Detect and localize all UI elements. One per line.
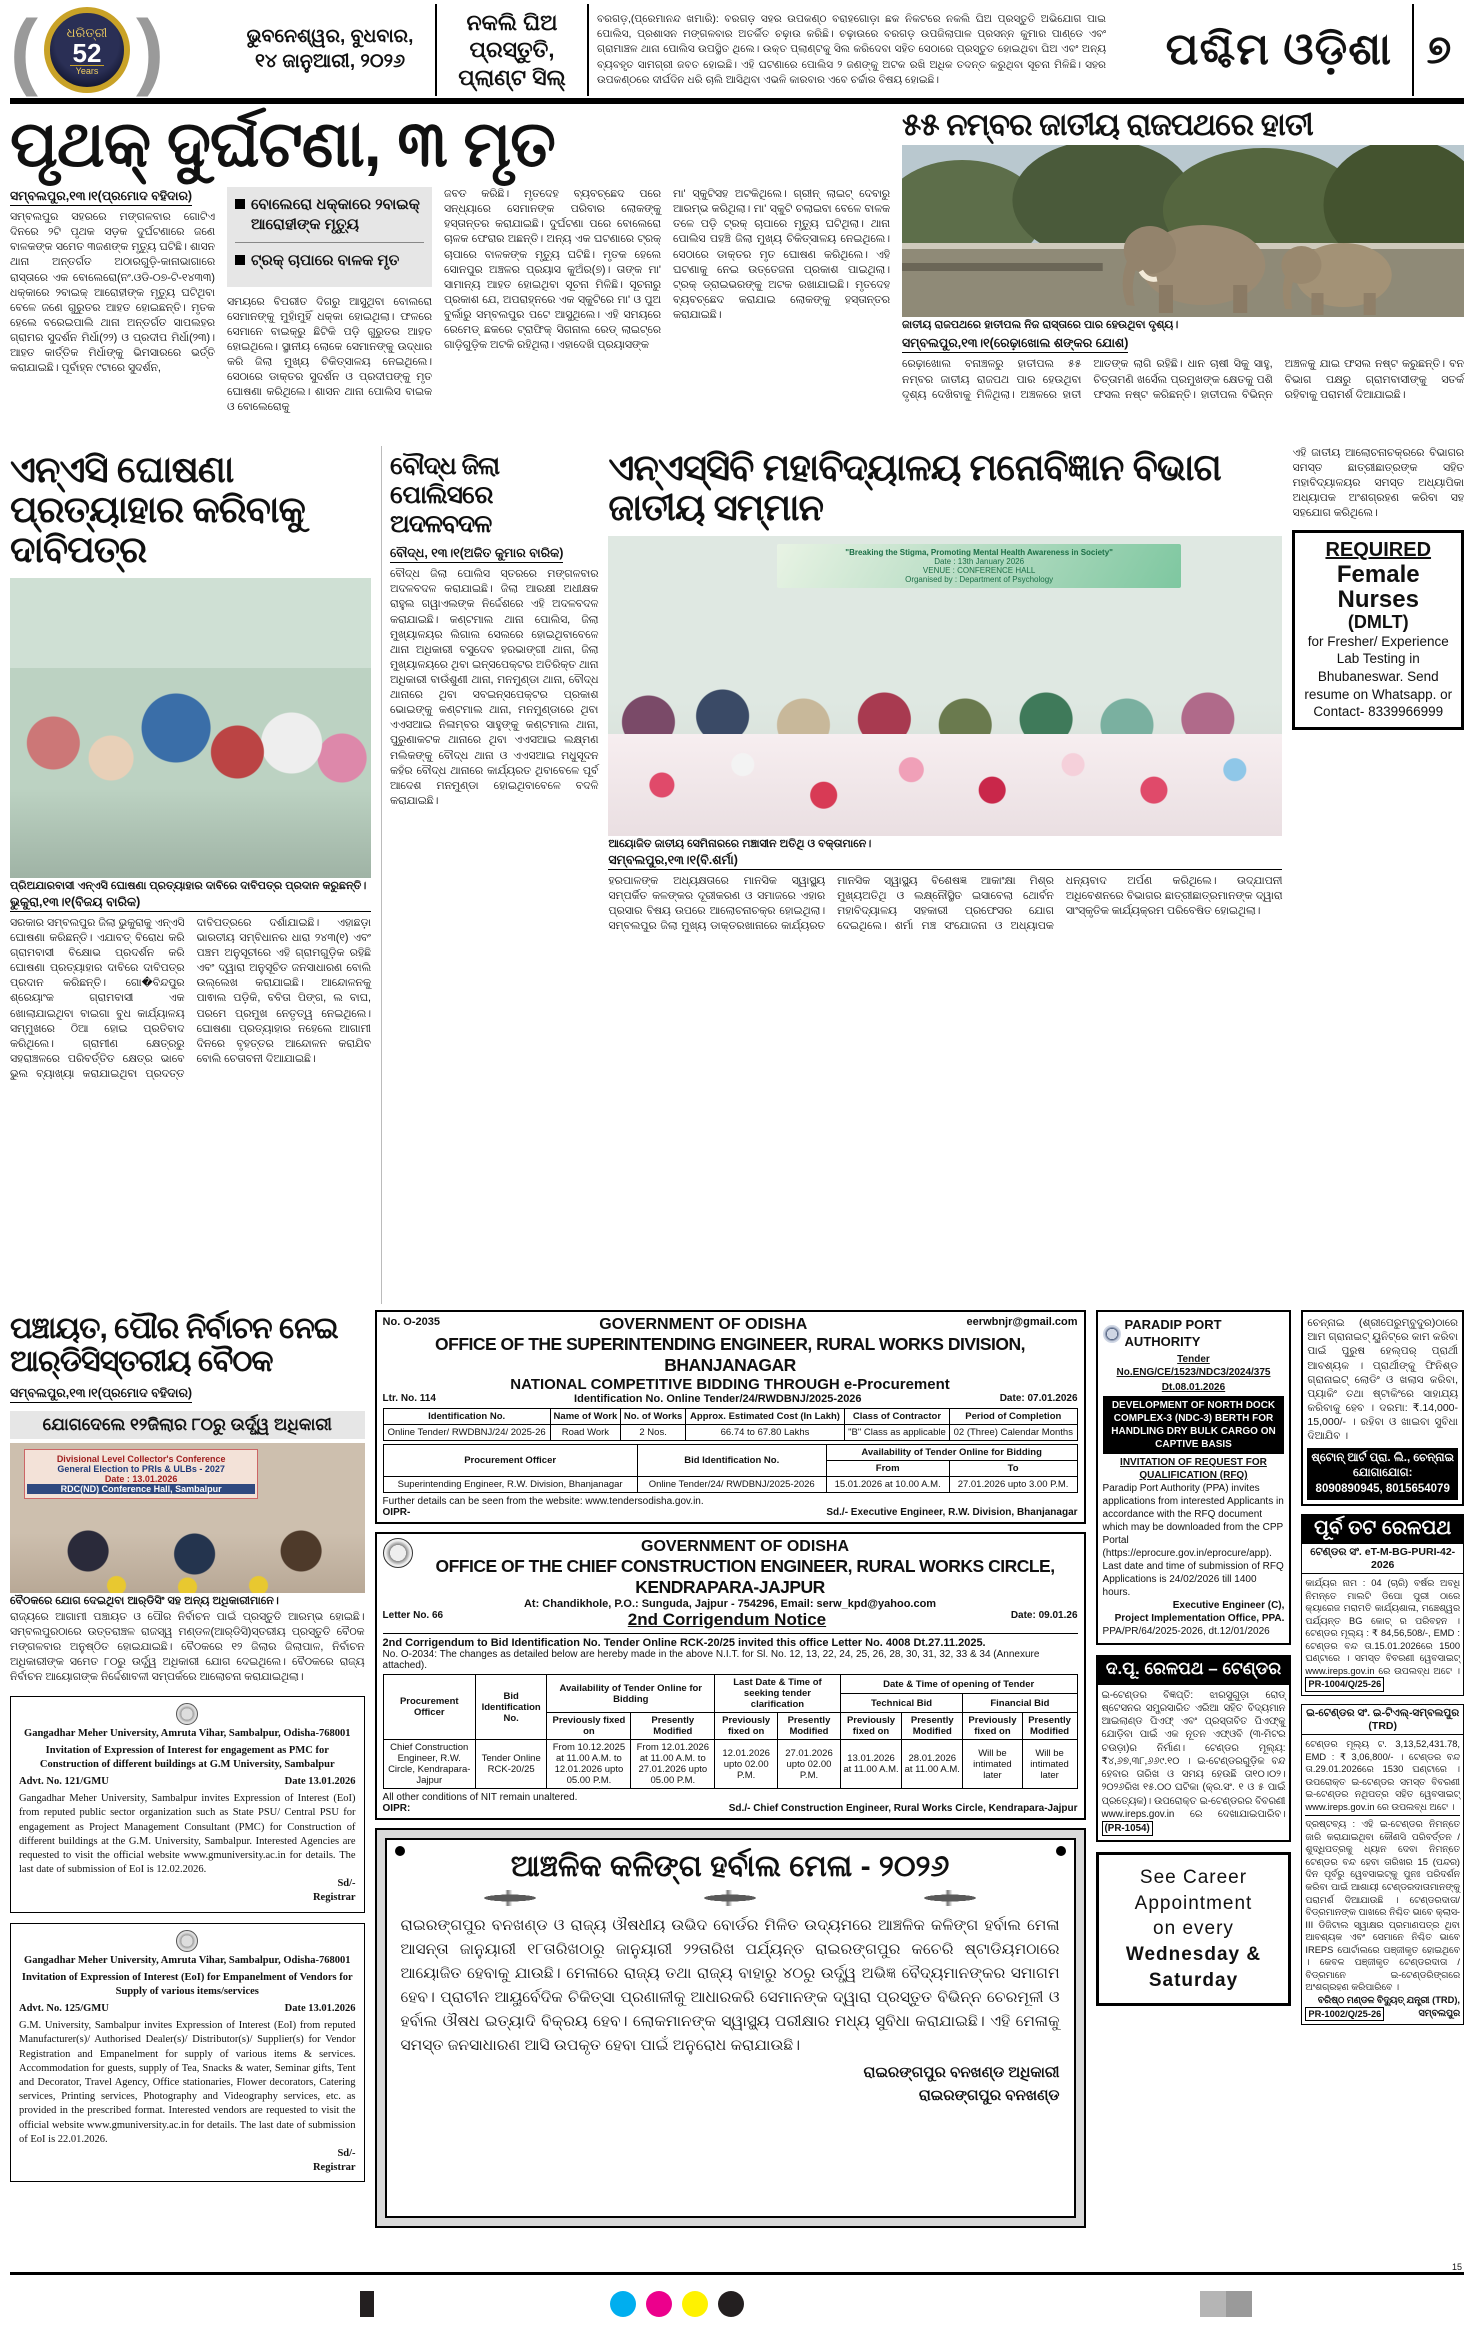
ad-ser-tender (1096, 1655, 1292, 1842)
corr-th: Procurement Officer (383, 1675, 475, 1740)
bhj-td: 02 (Three) Calendar Months (950, 1425, 1078, 1441)
corr-conditions-note: All other conditions of NIT remain unaltered. (382, 1792, 578, 1803)
divider (435, 4, 437, 96)
career-line2: Appointment (1134, 1892, 1253, 1914)
corr-th: Previously fixed on (547, 1713, 631, 1740)
boudh-headline: ବୌଦ୍ଧ ଜିଲା ପୋଲିସରେ ଅଦଳବଦଳ (389, 452, 500, 538)
gray-registration-square (1200, 2291, 1226, 2317)
article-nac (10, 446, 371, 1304)
bhj-th: From (826, 1461, 949, 1477)
brief-text: ବରଗଡ଼,(ପ୍ରେମାନନ୍ଦ ଖମାରି): ବରଗଡ଼ ସହର ଉପକଣ୍ଠ ବରାହଗୋଡ଼ା ଛକ ନିକଟରେ ନକଲି ଘିଅ ପ୍ରସ୍ତୁତି ଅଭିଯୋଗ ପାଇ ପୋଲିସ, ପ୍ରଶାସନ ମଙ୍ଗଳବାର ଅତର୍କିତ ଚଢ଼ାଉ କରିଛି। ଚଢ଼ାଉରେ ବରଗଡ଼ ଉପଜିଲାପାଳ ପ୍ରସନ୍ନ କୁମାର ପାଣ୍ଡେ ଏବଂ ଗ୍ରାମାଞ୍ଚଳ ଥାନା ପୋଲିସ ଉପସ୍ଥିତ ଥିଲେ। ଉକ୍ତ ପ୍ଲାଣ୍ଟକୁ ସିଲ କରିଦେବା ସହିତ ସେଠାରେ ପ୍ରସ୍ତୁତ ହୋଇଥିବା ଘିଅ ଏବଂ ଅନ୍ୟ ବ୍ୟବହୃତ ସାମଗ୍ରୀ ଜବତ ହୋଇଛି। ଏହି ଘଟଣାରେ ପୋଲିସ ୨ ଜଣଙ୍କୁ ଅଟକ ରଖି ଅଧିକ ତଦନ୍ତ କରୁଥିବା ସୂଚନା ମିଳିଛି। ସହର ଉପକଣ୍ଠରେ ଦୀର୍ଘଦିନ ଧରି ଚାଲି ଆସିଥିବା ଏଭଳି କାରବାର ଏବେ ଚର୍ଚ୍ଚାର ବିଷୟ ହୋଇଛି। (587, 4, 1114, 96)
conference-banner-date: Date : 13.01.2026 (104, 1474, 178, 1484)
elephant-body: ରେଢ଼ାଖୋଲ ବନାଞ୍ଚଳରୁ ହାତୀପଲ ୫୫ ନମ୍ବର ଜାତୀୟ ରାଜପଥ ପାର ହେଉଥିବା ଦୃଶ୍ୟ ଦେଖିବାକୁ ମିଳିଥିଲା। ଅଞ୍ଚଳରେ ହାତୀ ଆତଙ୍କ ଲାଗି ରହିଛି। ଧାନ ଚାଷୀ ସିକୁ ସାହୁ, ଚିତ୍ତାମଣି ଖର୍ସେଲ ପ୍ରମୁଖଙ୍କ କ୍ଷେତକୁ ପଶି ଫସଲ ନଷ୍ଟ କରିଛନ୍ତି। ହାତୀପଲ ବିଭିନ୍ନ ଅଞ୍ଚଳକୁ ଯାଇ ଫସଲ ନଷ୍ଟ କରୁଛନ୍ତି। ବନ ବିଭାଗ ପକ୍ଷରୁ ଗ୍ରାମବାସୀଙ୍କୁ ସତର୍କ ରହିବାକୁ ପରାମର୍ଶ ଦିଆଯାଇଛି। (902, 358, 1464, 401)
corr-th: Technical Bid (840, 1694, 963, 1713)
panchayat-subhead: ଯୋଗଦେଲେ ୧୨ଜିଲାର ୮୦ରୁ ଉର୍ଦ୍ଧ୍ୱ ଅଧିକାରୀ (10, 1411, 365, 1439)
notice-corrigendum (375, 1532, 1086, 1820)
nac-headline: ଏନ୍‌ଏସି ଘୋଷଣା ପ୍ରତ୍ୟାହାର କରିବାକୁ ଦାବିପତ୍ର (10, 449, 305, 570)
nac-caption: ପ୍ରିଅଯାରବାସୀ ଏନ୍‌ଏସି ଘୋଷଣା ପ୍ରତ୍ୟାହାର ଦାବିରେ ଦାବିପତ୍ର ପ୍ରଦାନ କରୁଛନ୍ତି। (10, 879, 367, 892)
ser-body: ଇ-ଟେଣ୍ଡର ବିଜ୍ଞପ୍ତି: ଝାରସୁଗୁଡ଼ା ରୋଡ୍ ଷ୍ଟେସନର ସମ୍ପ୍ରସାରିତ ଏରିଆ ସହିତ ବିଦ୍ୟମାନ ଆଇଲାଣ୍ଡ ପିଏଫ୍ ଏବଂ ପ୍ରସ୍ତାବିତ ପିଏଫ୍‌କୁ ଯୋଡ଼ିବା ପାଇଁ ଏକ ନୂତନ ଏଫ୍‌ଓବି (୩-ମିଟର ଚଉଡ଼ା)ର ନିର୍ମାଣ। ଟେଣ୍ଡର ମୂଲ୍ୟ: ₹୪,୬୭,୩୮,୬୬୯.୧୦ । ଇ-ଟେଣ୍ଡରଗୁଡ଼ିକ ବନ୍ଦ ହେବାର ତାରିଖ ଓ ସମୟ ହେଉଛି ତା୧୦।୦୨।୨୦୨୬ରିଖ ୧୫.୦୦ ଘଟିକା (କ୍ର.ସଂ. ୧ ଓ ୫ ପାଇଁ ପ୍ରତ୍ୟେକ)। ଉପରୋକ୍ତ ଇ-ଟେଣ୍ଡରର ବିବରଣୀ www.ireps.gov.in ରେ ଦେଖାଯାଇପାରିବ। (1101, 1689, 1286, 1820)
article-boudh (381, 446, 598, 1304)
ssb-caption: ଆୟୋଜିତ ଜାତୀୟ ସେମିନାରରେ ମଞ୍ଚାସୀନ ଅତିଥି ଓ ବକ୍ତାମାନେ। (608, 837, 872, 850)
gmu1-body: Gangadhar Meher University, Sambalpur invites Expression of Interest (EoI) from reputed public sector organization such as State PSU/ Central PSU for engagement as Project Management Consultant (PMC) for Construction of different buildings at the G.M. University, Sambalpur. Interested Agencies are requested to visit the official website www.gmuniversity.ac.in for details. The last date of submission of EoI is 12.02.2026. (19, 1793, 356, 1876)
corr-th: Presently Modified (631, 1713, 715, 1740)
nurses-ad-body: for Fresher/ Experience Lab Testing in Bhubaneswar. Send resume on Whatsapp. or Contact- 8339966999 (1304, 633, 1453, 720)
corr-th: Previously fixed on (840, 1713, 901, 1740)
bhj-schedule-table (383, 1444, 1078, 1493)
logo-ornament-right: ) (135, 3, 164, 97)
gmu1-advt-no: Advt. No. 121/GMU (19, 1776, 109, 1788)
ppa-tender-no: Tender No.ENG/CE/1523/NDC3/2024/375 (1116, 1353, 1271, 1378)
bhj-website-note: Further details can be seen from the website: www.tendersodisha.gov.in. (382, 1496, 704, 1507)
lead-headline: ପୃଥକ୍ ଦୁର୍ଘଟଣା, ୩ ମୃତ (10, 108, 555, 180)
gmu-emblem-icon (176, 1930, 198, 1952)
article-panchayat (10, 1310, 365, 2228)
bhj-td: Online Tender/24/ RWDBNJ/2025-2026 (637, 1477, 826, 1493)
corr-td: 12.01.2026 upto 02.00 P.M. (715, 1740, 778, 1789)
ad-herbal-mela (375, 1828, 1086, 2228)
conference-banner-title: Divisional Level Collector's Conference (56, 1454, 226, 1464)
nurses-ad-role: Female Nurses (1336, 560, 1420, 613)
leaf-ornament (401, 1890, 1060, 1906)
logo-title: ଧରିତ୍ରୀ (66, 24, 108, 40)
herbal-mela-signatory2: ରାଇରଙ୍ଗପୁର ବନଖଣ୍ଡ (918, 2087, 1060, 2105)
ad-chennai-helper (1301, 1310, 1464, 1506)
ppa-signatory2: Project Implementation Office, PPA. (1114, 1612, 1285, 1624)
nurses-ad-title: REQUIRED (1325, 538, 1432, 561)
corr-signatory: Sd./- Chief Construction Engineer, Rural Works Circle, Kendrapara-Jajpur (728, 1803, 1078, 1814)
logo-ornament-left: ( (10, 3, 38, 97)
gray-registration-square (1226, 2291, 1252, 2317)
ppa-name: PARADIP PORT AUTHORITY (1124, 1317, 1222, 1349)
bhj-td: 2 Nos. (621, 1425, 686, 1441)
corr-td: 28.01.2026 at 11.00 A.M. (902, 1740, 963, 1789)
bhj-td: Online Tender/ RWDBNJ/24/ 2025-26 (383, 1425, 550, 1441)
corr-line2: No. O-2034: The changes as detailed below are hereby made in the above N.I.T. for Sl. No. 12, 13, 22, 24, 25, 26, 28, 30, 31, 32, 33 & 34 (Annexure attached). (382, 1649, 1040, 1671)
ecor1-tender-no: ଟେଣ୍ଡର ସଂ. eT-M-BG-PURI-42-2026 (1301, 1543, 1464, 1574)
corr-table (383, 1674, 1078, 1789)
bhj-td: 27.01.2026 upto 3.00 P.M. (949, 1477, 1077, 1493)
herbal-mela-title: ଆଞ୍ଚଳିକ କଳିଙ୍ଗ ହର୍ବାଲ ମେଳା - ୨୦୨୬ (510, 1850, 950, 1883)
corr-th: Financial Bid (963, 1694, 1077, 1713)
lead-dateline: ସମ୍ବଲପୁର,୧୩।୧(ପ୍ରମୋଦ ବହିଦାର) (10, 189, 192, 206)
career-line4: Wednesday & Saturday (1125, 1944, 1262, 1991)
bhj-td: "B" Class as applicable (844, 1425, 949, 1441)
bhj-td: 15.01.2026 at 10.00 A.M. (826, 1477, 949, 1493)
nac-body: ସରକାର ସମ୍ବଲପୁର ଜିଲା ଭୁକୁରାକୁ ଏନ୍‌ଏସି ଘୋଷଣା କରିଛନ୍ତି। ଏଯାବତ୍ ବିରୋଧ କରି ଗ୍ରାମବାସୀ ବିକ୍ଷୋଭ ପ୍ରଦର୍ଶନ କରି ଘୋଷଣା ପ୍ରତ୍ୟାହାର ଦାବିରେ ଦାବିପତ୍ର ପ୍ରଦାନ କରିଛନ୍ତି। ଗୋ�ବିନ୍ଦପୁର ଶ୍ରେୟାଂକ ଗ୍ରାମବାସୀ ଏକ ଖୋଲାଯାଇଥିବା ବାଇଗା ବୁଧ କାର୍ଯ୍ୟାଳୟ ସମ୍ମୁଖରେ ଠିଆ ହୋଇ ପ୍ରତିବାଦ କରିଥିଲେ। ଗ୍ରାମୀଣ କ୍ଷେତ୍ରରୁ ସହରାଞ୍ଚଳରେ ପରିବର୍ତ୍ତିତ କ୍ଷେତ୍ର ଭାବେ ଭୁଲ ବ୍ୟାଖ୍ୟା କରାଯାଇଥିବା ପ୍ରଦତ୍ତ ଦାବିପତ୍ରରେ ଦର୍ଶାଯାଇଛି। ଏହାଛଡ଼ା ଭାରତୀୟ ସମ୍ବିଧାନର ଧାରା ୨୪୩(୧) ଏବଂ ପଞ୍ଚମ ଅନୁସୂଚୀରେ ଏହି ଗ୍ରାମଗୁଡ଼ିକ ରହିଛି ଏବଂ ଦ୍ୱାରା ଅନୁସୂଚିତ ଜନସାଧାରଣ ବୋଲି ଉଲ୍ଲେଖ କରାଯାଇଛି। ଆନ୍ଦୋଳନକୁ ପାଵାଲ ପଡ଼ିକି, ବବିତା ପିଙ୍ଗ, ଲ ବାଘ, ପରମେ ପ୍ରମୁଖ ନେତୃତ୍ୱ ନେଇଥିଲେ। ଘୋଷଣା ପ୍ରତ୍ୟାହାର ନହେଲେ ଆଗାମୀ ଦିନରେ ବୃହତ୍ତର ଆନ୍ଦୋଳନ କରାଯିବ ବୋଲି ଚେତାବନୀ ଦିଆଯାଇଛି। (10, 916, 371, 1080)
bhj-td: Road Work (550, 1425, 620, 1441)
magenta-registration-dot (646, 2291, 672, 2317)
gmu1-invitation: Invitation of Expression of Interest for engagement as PMC for Construction of different buildings at G.M University, Sambalpur (39, 1744, 335, 1770)
bullet-square-icon (235, 199, 245, 209)
ppa-crest-icon (1103, 1325, 1121, 1343)
corr-td: Chief Construction Engineer, R.W. Circle, Kendrapara-Jajpur (383, 1740, 475, 1789)
career-appointment-box (1096, 1852, 1292, 2006)
elephant-caption: ଜାତୀୟ ରାଜପଥରେ ହାତୀପଲ ନିଜ ରାସ୍ତାରେ ପାର ହେଉଥିବା ଦୃଶ୍ୟ। (902, 319, 1179, 332)
conference-banner-venue: RDC(ND) Conference Hall, Sambalpur (27, 1484, 255, 1494)
ppa-signatory1: Executive Engineer (C), (1172, 1599, 1285, 1611)
lead-body-col1: ସମ୍ବଲପୁର ସହରରେ ମଙ୍ଗଳବାର ଗୋଟିଏ ଦିନରେ ୨ଟି ପୃଥକ ସଡ଼କ ଦୁର୍ଘଟଣାରେ ଜଣେ ବାଳକଙ୍କ ସମେତ ୩ଜଣଙ୍କ ମୃତ୍ୟୁ ଘଟିଛି। ଶାସନ ଥାନା ଅନ୍ତର୍ଗତ ଅଠାରଗୁଡ଼ି-କାନାଭାଗାରେ ରାସ୍ତାରେ ଏକ ବୋଲେରୋ(ନଂ.ଓଡି-୦୭-ଟି-୧୪୩୩) ଧକ୍କାରେ ୨ବାଇକ୍ ଆରୋହୀଙ୍କ ମୃତ୍ୟୁ ଘଟିଥିବା ବେଳେ ଜଣେ ଗୁରୁତର ଆହତ ହୋଇଛନ୍ତି। ମୃତକ ହେଲେ ବରେଇପାଲି ଥାନା ଅନ୍ତର୍ଗତ ସାପଲହର ଗ୍ରାମର ସୁଦର୍ଶନ ମିର୍ଧା(୨୨) ଓ ପ୍ରଦୀପ ମିର୍ଧା(୨୩)। ଆହତ କାର୍ତ୍ତିକ ମିର୍ଧାଙ୍କୁ ଭିମସାରରେ ଭର୍ତ୍ତି କରାଯାଇଛି। ପୂର୍ବାହ୍ନ ୯ଟାରେ ସୁଦର୍ଶନ, (10, 211, 215, 375)
corr-th: Previously fixed on (715, 1713, 778, 1740)
corr-td: From 10.12.2025 at 11.00 A.M. to 12.01.2026 upto 05.00 P.M. (547, 1740, 631, 1789)
notice-gmu-vendors (10, 1923, 365, 2183)
yellow-registration-dot (682, 2291, 708, 2317)
lead-body-col3: ଜବତ କରିଛି। ମୃତଦେହ ବ୍ୟବଚ୍ଛେଦ ପରେ ସନ୍ଧ୍ୟାରେ ସେମାନଙ୍କ ପରିବାର ଲୋକଙ୍କୁ ହସ୍ତାନ୍ତର କରାଯାଇଛି। ଦୁର୍ଘଟଣା ପରେ ବୋଲେରୋ ଚାଳକ ଫେରାର ଅଛନ୍ତି। ଅନ୍ୟ ଏକ ଘଟଣାରେ ଟ୍ରକ୍ ଚାପାରେ ବାଳକଙ୍କ ମୃତ୍ୟୁ ଘଟିଛି। ମୃତକ ହେଲେ ସୋନପୁର ଅଞ୍ଚଳର ପ୍ରୟାସ କୁଅଁର(୭)। ତାଙ୍କ ମା' ସାମାନ୍ୟ ଆହତ ହୋଇଥିବା ସୂଚନା ମିଳିଛି। ସୂଚନାରୁ ପ୍ରକାଶ ଯେ, ଅପରାହ୍ନରେ ଏକ ସ୍କୁଟିରେ ମା' ଓ ପୁଅ ବୁର୍ଲାରୁ ସମ୍ବଲପୁର ପଟେ ଆସୁଥିଲେ। ଏହି ସମୟରେ ରେମେଡ୍ ଛକରେ ଟ୍ରାଫିକ୍ ସିଗନାଲ ରେଡ୍ ଲାଇଟ୍‌ରେ ଗାଡ଼ିଗୁଡ଼ିକ ଅଟକି ରହିଥିଲା। ଏହାଦେଖି ପ୍ରୟାସଙ୍କ (444, 188, 661, 352)
ad-ecor-tender1 (1301, 1514, 1464, 1696)
ppa-tender-date: Dt.08.01.2026 (1161, 1381, 1226, 1393)
photo-ssb-seminar (608, 536, 1282, 836)
bhj-th: No. of Works (621, 1409, 686, 1425)
right-rail (1292, 446, 1464, 1304)
corr-td: 13.01.2026 at 11.00 A.M. (840, 1740, 901, 1789)
corr-th: Date & Time of opening of Tender (840, 1675, 1077, 1694)
boudh-dateline: ବୌଦ୍ଧ, ୧୩।୧(ଅଜିତ କୁମାର ବାରିକ) (390, 546, 563, 563)
gmu2-sd: Sd/- (337, 2147, 356, 2159)
boudh-body: ବୌଦ୍ଧ ଜିଲା ପୋଲିସ ସ୍ତରରେ ମଙ୍ଗଳବାର ଅଦଳବଦଳ କରାଯାଇଛି। ଜିଲା ଆରକ୍ଷୀ ଅଧୀକ୍ଷକ ରାହୁଲ ଗୱାଏଲଙ୍କ ନିର୍ଦ୍ଦେଶରେ ଏହି ଅଦଳବଦଳ କରାଯାଇଛି। କଣ୍ଟମାଲ ଥାନା ପୋଲିସ, ଜିଲା ମୁଖ୍ୟାଳୟର ଲିଗାଲ ସେଲରେ ହୋଇଥିବାବେଳେ ଥାନା ଅଧିକାରୀ ବସୁଦେବ ହରଭାଙ୍ଗୀ ଥାନା, ଜିଲା ମୁଖ୍ୟାଳୟରେ ଥିବା ଇନ୍ସପେକ୍ଟର ଅତିରିକ୍ତ ଥାନା ଅଧିକାରୀ ବାଉଁଶୁଣୀ ଥାନା, ମନମୁଣ୍ଡା ଥାନା, ବୌଦ୍ଧ ଥାନାରେ ଥିବା ସବଇନ୍ସପେକ୍ଟର ପ୍ରକାଶ ଭୋଇଙ୍କୁ କଣ୍ଟମାଲ ଥାନା, ମନମୁଣ୍ଡାରେ ଥିବା ଏଏସଆଇ ନିଳାମ୍ବର ସାହୁଙ୍କୁ କଣ୍ଟମାଲ ଥାନା, ପୁରୁଣାକଟକ ଥାନାରେ ଥିବା ଏଏସଆଇ ଲକ୍ଷ୍ମଣ ମଲିକଙ୍କୁ ବୌଦ୍ଧ ଥାନା ଓ ଏଏସଆଇ ମଧୁସୂଦନ କହଁର ବୌଦ୍ଧ ଥାନାରେ କାର୍ଯ୍ୟରତ ଥିବାବେଳେ ପୂର୍ବ ଆଦେଶ ମନମୁଣ୍ଡା ହୋଇଥିବାବେଳେ ବଦଳି କରାଯାଇଛି। (389, 568, 599, 807)
notice-gmu-pmc (10, 1696, 365, 1913)
corr-oipr: OIPR: (382, 1803, 411, 1814)
gmu1-university: Gangadhar Meher University, Amruta Vihar, Sambalpur, Odisha-768001 (24, 1727, 351, 1739)
bhj-office: OFFICE OF THE SUPERINTENDING ENGINEER, RURAL WORKS DIVISION, BHANJANAGAR (435, 1334, 1026, 1375)
article-elephants (902, 108, 1464, 440)
career-line1: See Career (1139, 1867, 1248, 1889)
ssb-dateline: ସମ୍ବଲପୁର,୧୩।୧(ବି.ଶର୍ମା) (608, 853, 1282, 870)
lead-bullet-2: ଟ୍ରକ୍ ଚାପାରେ ବାଳକ ମୃତ (251, 252, 400, 270)
corr-th: Presently Modified (1022, 1713, 1077, 1740)
bhj-th: Name of Work (550, 1409, 620, 1425)
bhj-th: Bid Identification No. (637, 1445, 826, 1477)
bullet-square-icon (235, 255, 245, 265)
ecor1-body: କାର୍ଯ୍ୟର ନାମ : 04 (ଚାରି) ବର୍ଷର ଅବଧି ନିମନ୍ତେ ମାଲଟି ଡିପୋ ପୁରୀ ଠାରେ କ୍ୟାରେଜ ମରାମତି କାର୍ଯ୍ୟଶାଳା, ମଞ୍ଚେଶ୍ୱର ପର୍ଯ୍ୟନ୍ତ BG କୋଚ୍ ର ପରିବହନ । ଟେଣ୍ଡର ମୂଲ୍ୟ : ₹ 84,56,508/-, EMD : ଟେଣ୍ଡର ବନ୍ଦ ତା.15.01.2026ରେ 1500 ଘଣ୍ଟାରେ । ସମସ୍ତ ବିବରଣୀ ୱେବସାଇଟ୍ www.ireps.gov.in ରେ ଉପଲବ୍ଧ ଅଟେ । (1305, 1578, 1460, 1676)
photo-elephants-highway (902, 145, 1464, 317)
bhj-identification: Identification No. Online Tender/24/RWDBNJ/2025-2026 (574, 1393, 862, 1405)
chennai-ad-phones: 8090890945, 8015654079 (1315, 1482, 1450, 1495)
bhj-title: NATIONAL COMPETITIVE BIDDING THROUGH e-Procurement (510, 1376, 950, 1393)
ad-ecor-tender2 (1301, 1704, 1464, 2025)
gmu2-advt-no: Advt. No. 125/GMU (19, 2003, 109, 2015)
ser-pr-number: (PR-1054) (1102, 1821, 1153, 1836)
herbal-mela-body: ରାଇରଙ୍ଗପୁର ବନଖଣ୍ଡ ଓ ରାଜ୍ୟ ଔଷଧୀୟ ଉଭିଦ ବୋର୍ଡର ମିଳିତ ଉଦ୍ୟମରେ ଆଞ୍ଚଳିକ କଳିଙ୍ଗ ହର୍ବାଲ ମେଳା ଆସନ୍ତା ଜାନୁୟାରୀ ୧୮ତାରିଖଠାରୁ ଜାନୁୟାରୀ ୨୨ତାରିଖ ପର୍ଯ୍ୟନ୍ତ ରାଇରଙ୍ଗପୁର କଚେରି ଷ୍ଟାଡିୟମଠାରେ ଆୟୋଜିତ ହେବାକୁ ଯାଉଛି। ମେଳାରେ ରାଜ୍ୟ ତଥା ରାଜ୍ୟ ବାହାରୁ ୪୦ରୁ ଉର୍ଦ୍ଧ୍ୱ ଅଭିଜ୍ଞ ବୈଦ୍ୟମାନଙ୍କର ସମାଗମ ହେବ। ପ୍ରାଚୀନ ଆୟୁର୍ବେଦିକ ଚିକିତ୍ସା ପ୍ରଣାଳୀକୁ ଆଧାରକରି ସେମାନଙ୍କ ଦ୍ୱାରା ପ୍ରସ୍ତୁତ ବିଭିନ୍ନ ଚେରମୂଳୀ ଓ ହର୍ବାଲ ଔଷଧ ଇତ୍ୟାଦି ବିକ୍ରୟ ହେବ। ଲୋକମାନଙ୍କ ସ୍ୱାସ୍ଥ୍ୟ ପରୀକ୍ଷାର ମଧ୍ୟ ସୁବିଧା କରାଯାଇଛି। ଏହି ମେଳାକୁ ସମସ୍ତ ଜନସାଧାରଣ ଆସି ଉପକୃତ ହେବା ପାଇଁ ଅନୁରୋଧ କରାଯାଉଛି। (400, 1917, 1060, 2055)
seminar-banner-venue: VENUE : CONFERENCE HALL (922, 565, 1036, 575)
conference-banner (24, 1449, 258, 1499)
ssb-body-continued: ଏହି ଜାତୀୟ ଆଲୋଚନାଚକ୍ରରେ ବିଭାଗର ସମସ୍ତ ଛାତ୍ରୀଛାତ୍ରଙ୍କ ସହିତ ମହାବିଦ୍ୟାଳୟର ସମସ୍ତ ଅଧ୍ୟାପିକା ଅଧ୍ୟାପକ ଅଂଶଗ୍ରହଣ କରିବା ସହ ସହଯୋଗ କରିଥିଲେ। (1292, 447, 1464, 520)
bhj-th: Identification No. (383, 1409, 550, 1425)
page-footer (10, 2262, 1464, 2335)
bhj-th: Approx. Estimated Cost (In Lakh) (686, 1409, 845, 1425)
corr-title: 2nd Corrigendum Notice (627, 1610, 827, 1629)
ppa-body: Paradip Port Authority (PPA) invites applications from interested Applicants in accordance with the RFQ document which may be downloaded from the CPP Portal (https://eprocure.gov.in/eprocure/app). Last date and time of submission of RFQ Applications is 24/02/2026 till 1400 hours. (1102, 1482, 1284, 1598)
nac-dateline: ଭୁକୁରା,୧୩।୧(ବିଜୟ ବାରିକ) (10, 895, 371, 912)
seminar-banner (777, 544, 1181, 588)
gmu2-date: Date 13.01.2026 (284, 2003, 356, 2015)
ppa-invitation: INVITATION OF REQUEST FOR QUALIFICATION (RFQ) (1120, 1456, 1267, 1481)
corr-date: Date: 09.01.26 (1010, 1610, 1078, 1621)
ppa-project: DEVELOPMENT OF NORTH DOCK COMPLEX-3 (NDC-3) BERTH FOR HANDLING DRY BULK CARGO ON CAPTIVE BASIS (1103, 1396, 1285, 1454)
masthead-rule (10, 98, 1464, 104)
panchayat-body: ରାଜ୍ୟରେ ଆଗାମୀ ପଞ୍ଚାୟତ ଓ ପୌର ନିର୍ବାଚନ ପାଇଁ ପ୍ରସ୍ତୁତି ଆରମ୍ଭ ହୋଇଛି। ସମ୍ବଲପୁରଠାରେ ଉତ୍ତରାଞ୍ଚଳ ରାଜସ୍ୱ ମଣ୍ଡଳ(ଆର୍‌ଡିସି)ସ୍ତରୀୟ ପ୍ରସ୍ତୁତି ବୈଠକ ମଙ୍ଗଳବାର ଅନୁଷ୍ଠିତ ହୋଇଯାଇଛି। ବୈଠକରେ ୧୨ ଜିଲାର ଜିଲାପାଳ, ନିର୍ବାଚନ ଅଧିକାରୀଙ୍କ ସମେତ ୮୦ରୁ ଉର୍ଦ୍ଧ୍ୱ ଅଧିକାରୀ ଯୋଗ ଦେଇଥିଲେ। ବୈଠକରେ ରାଜ୍ୟ ନିର୍ବାଚନ ଆୟୋଗଙ୍କ ନିର୍ଦ୍ଦେଶାବଳୀ ସମ୍ପର୍କରେ ଆଲୋଚନା କରାଯାଇଥିଲା। (10, 1611, 365, 1684)
article-ssb (608, 446, 1282, 1304)
bhj-signatory: Sd./- Executive Engineer, R.W. Division, Bhanjanagar (826, 1507, 1078, 1518)
elephant-dateline: ସମ୍ବଲପୁର,୧୩।୧(ରେଢ଼ାଖୋଲ ଶଙ୍କର ଯୋଶ) (902, 336, 1128, 353)
lead-body-col4: ମା' ସ୍କୁଟିସହ ଅଟକିଥିଲେ। ଗ୍ରୀନ୍ ଲାଇଟ୍ ଦେବାରୁ ଆରମ୍ଭ କରିଥିଲା। ମା' ସ୍କୁଟି ଚଲାଇବା ବେଳେ ବାଳକ ତଳେ ପଡ଼ି ଟ୍ରକ୍ ଚାପାରେ ମୃତ୍ୟୁ ଘଟିଥିଲା। ଥାନା ପୋଲିସ ପହଞ୍ଚି ଜିଲା ମୁଖ୍ୟ ଚିକିତ୍ସାଳୟ ନେଇଥିଲେ। ସେଠାରେ ଡାକ୍ତର ମୃତ ଘୋଷଣ କରିଥିଲେ। ଏହି ଘଟଣାକୁ ନେଇ ଉତ୍ତେଜନା ପ୍ରକାଶ ପାଇଥିଲା। ଟ୍ରକ୍ ଡ୍ରାଇଭରଙ୍କୁ ଅଟକ ରଖାଯାଇଛି। ମୃତଦେହ ବ୍ୟବଚ୍ଛେଦ କରାଯାଇ ଲୋକଙ୍କୁ ହସ୍ତାନ୍ତର କରାଯାଇଛି। (673, 188, 890, 321)
lead-bullet-1: ବୋଲେରୋ ଧକ୍କାରେ ୨ବାଇକ୍ ଆରୋହୀଙ୍କ ମୃତ୍ୟୁ (251, 196, 420, 233)
chennai-ad-firm: ଷ୍ଟୋନ୍ ଆର୍ଟ ପ୍ରା. ଲି., ଚେନ୍ନାଇ (1311, 1451, 1455, 1464)
ecor2-note: ଦ୍ରଷ୍ଟବ୍ୟ : ଏହି ଇ-ଟେଣ୍ଡର ନିମନ୍ତେ ଜାରି କରାଯାଇଥିବା କୌଣସି ପରିବର୍ତ୍ତନ / ଶୁଦ୍ଧିପତ୍ରକୁ ଧ୍ୟାନ ଦେବା ନିମନ୍ତେ ଟେଣ୍ଡର ବନ୍ଦ ହେବା ତାରିଖର 15 (ପନ୍ଦର) ଦିନ ପୂର୍ବରୁ ୱେବସାଇଟ୍‌କୁ ପୁନଃ ପରିଦର୍ଶନ କରିବା ପାଇଁ ଆଶାୟୀ ଟେଣ୍ଡରଦାତାମାନଙ୍କୁ ପରାମର୍ଶ ଦିଆଯାଉଛି । ଟେଣ୍ଡରଦାତା/ ବିଡ୍ରମାନଙ୍କ ପାଖରେ ନିଶ୍ଚିତ ଭାବେ କ୍ଲାସ-III ଡିଜିଟାଲ ସ୍ୱାକ୍ଷର ପ୍ରମାଣପତ୍ର ଥିବା ଆବଶ୍ୟକ ଏବଂ ସେମାନେ ନିଶ୍ଚିତ ଭାବେ IREPS ପୋର୍ଟାଲରେ ପଞ୍ଜୀକୃତ ହୋଇଥିବେ । କେବଳ ପଞ୍ଜୀକୃତ ଟେଣ୍ଡରଦାତା / ବିଡ୍ରମାନେ ଇ-ଟେଣ୍ଡରିଙ୍ଗରେ ଅଂଶଗ୍ରହଣ କରିପାରିବେ । (1305, 1815, 1460, 1994)
gmu-emblem-icon (176, 1703, 198, 1725)
bhj-td: 66.74 to 67.80 Lakhs (686, 1425, 845, 1441)
corr-office: OFFICE OF THE CHIEF CONSTRUCTION ENGINEER, RURAL WORKS CIRCLE, KENDRAPARA-JAJPUR (435, 1556, 1055, 1597)
bhj-th: Class of Contractor (844, 1409, 949, 1425)
odisha-emblem-icon (383, 1538, 413, 1568)
notice-bhanjanagar-tender (375, 1310, 1086, 1524)
bhj-oipr: OIPR- (382, 1507, 411, 1518)
ad-female-nurses (1292, 530, 1464, 730)
bhj-td: Superintending Engineer, R.W. Division, Bhanjanagar (383, 1477, 637, 1493)
corr-address: At: Chandikhole, P.O.: Sunguda, Jajpur - 754296, Email: serw_kpd@yahoo.com (523, 1598, 937, 1610)
ecor-header: ପୂର୍ବ ତଟ ରେଳପଥ (1301, 1514, 1464, 1543)
panchayat-dateline: ସମ୍ବଲପୁର,୧୩।୧(ପ୍ରମୋଦ ବହିଦାର) (10, 1386, 192, 1403)
gmu2-body: G.M. University, Sambalpur invites Expression of Interest (EoI) from reputed Manufacturer(s)/ Authorised Dealer(s)/ Distributor(s)/ Supplier(s) for Vendor Registration and Empanelment for supply of various items & services. Accommodation for guests, supply of Tea, Snacks & water, Seminar gifts, Tent and Decorator, Travel Agency, Office stationaries, Flower decorators, Catering services, Printing services, Photography and Videography services, etc. as provided in the prescribed format. Interested vendors are requested to visit the official website www.gmuniversity.ac.in for details. The last date of submission of EoI is 22.01.2026. (19, 2020, 356, 2145)
bhj-number: No. O-2035 (382, 1316, 440, 1328)
bhj-email: eerwbnjr@gmail.com (966, 1316, 1078, 1328)
corr-td: Tender Online RCK-20/25 (475, 1740, 546, 1789)
bhj-th: Procurement Officer (383, 1445, 637, 1477)
corr-th: Availability of Tender Online for Bidding (547, 1675, 715, 1713)
ecor2-tender-no: ଇ-ଟେଣ୍ଡର ସଂ. ଇ-ଟିଏଲ୍-ସମ୍ବଲପୁର (TRD) (1301, 1704, 1464, 1735)
seminar-banner-theme: "Breaking the Stigma, Promoting Mental Health Awareness in Society" (845, 547, 1113, 557)
chennai-ad-contact-label: ଯୋଗାଯୋଗ: (1352, 1467, 1413, 1480)
herbal-mela-signatory1: ରାଇରଙ୍ଗପୁର ବନଖଣ୍ଡ ଅଧିକାରୀ (863, 2064, 1060, 2082)
panchayat-headline: ପଞ୍ଚାୟତ, ପୌର ନିର୍ବାଚନ ନେଇ ଆର୍‌ଡିସିସ୍ତରୀୟ ବୈଠକ (10, 1312, 338, 1378)
ecor2-body: ଟେଣ୍ଡର ମୂଲ୍ୟ ଟ. 3,13,52,431.78, EMD : ₹ 3,06,800/- । ଟେଣ୍ଡର ବନ୍ଦ ତା.29.01.2026ରେ 1530 ଘଣ୍ଟାରେ । ଉପରୋକ୍ତ ଇ-ଟେଣ୍ଡର ସମସ୍ତ ବିବରଣୀ ଇ-ଟେଣ୍ଡର ନଥିପତ୍ର ସହିତ ୱେବସାଇଟ୍ www.ireps.gov.in ରେ ଉପଲବ୍ଧ ଅଟେ । (1305, 1739, 1460, 1812)
corr-th: Previously fixed on (963, 1713, 1022, 1740)
lead-highlights-box (227, 187, 432, 287)
chennai-ad-body: ଚେନ୍ନାଇ (ଶ୍ରୀପେରୁମ୍ବୁଦୁର)ଠାରେ ଆମ ଗ୍ରାନାଇଟ୍ ୟୁନିଟ୍‌ରେ କାମ କରିବା ପାଇଁ ପୁରୁଷ ହେଲ୍ପର୍ ପ୍ରାର୍ଥୀ ଆବଶ୍ୟକ । ପ୍ରାର୍ଥୀଙ୍କୁ ଫିନିଶ୍ଡ ଗ୍ରାନାଇଟ୍ ଲୋଡିଂ ଓ ଖଲାସ କରିବା, ପ୍ୟାକିଂ ତଥା ଷ୍ଟାକିଂରେ ସାହାଯ୍ୟ କରିବାକୁ ହେବ । ଦରମା: ₹.14,000-15,000/- । ରହିବା ଓ ଖାଇବା ସୁବିଧା ଦିଆଯିବ । (1307, 1317, 1458, 1443)
ssb-body: ହରପାଳଙ୍କ ଅଧ୍ୟକ୍ଷତାରେ ମାନସିକ ସ୍ୱାସ୍ଥ୍ୟ ସମ୍ପର୍କିତ କଳଙ୍କର ଦୂରୀକରଣ ଓ ସମାଜରେ ଏହାର ପ୍ରସାର ବିଷୟ ଉପରେ ଆଲୋଚନାଚକ୍ର ହୋଇଥିଲା। ସମ୍ବଲପୁର ଜିଲା ମୁଖ୍ୟ ଡାକ୍ତରଖାନାରେ କାର୍ଯ୍ୟରତ ମାନସିକ ସ୍ୱାସ୍ଥ୍ୟ ବିଶେଷଜ୍ଞ ଆକାଂକ୍ଷା ମିଶ୍ର ମୁଖ୍ୟଅତିଥି ଓ ଲକ୍ଷ୍ନୌସ୍ଥିତ ଇସାବେଲା ଥୋର୍ବନ ମହାବିଦ୍ୟାଳୟ ସହକାରୀ ପ୍ରଫେସର ଯୋଗ ଦେଇଥିଲେ। ଶର୍ମା ମଞ୍ଚ ସଂଯୋଜନା ଓ ଅଧ୍ୟାପକ ଧନ୍ୟବାଦ ଅର୍ପଣ କରିଥିଲେ। ଉଦ୍‌ଯାପନୀ ଅଧିବେଶନରେ ବିଭାଗର ଛାତ୍ରୀଛାତ୍ରମାନଙ୍କ ଦ୍ୱାରା ସାଂସ୍କୃତିକ କାର୍ଯ୍ୟକ୍ରମ ପରିବେଷିତ ହୋଇଥିଲା। (608, 874, 1283, 933)
print-registration-marks (10, 2275, 1464, 2335)
bhj-th: To (949, 1461, 1077, 1477)
corr-letter-no: Letter No. 66 (382, 1610, 444, 1621)
seminar-banner-organiser: Organised by : Department of Psychology (905, 574, 1054, 584)
corr-th: Presently Modified (902, 1713, 963, 1740)
photo-nac-protest (10, 578, 371, 878)
leaf-icon (670, 1890, 790, 1906)
flower-garland (608, 734, 1282, 836)
masthead (10, 4, 1464, 96)
corr-th: Bid Identification No. (475, 1675, 546, 1740)
ppa-reference: PPA/PR/64/2025-2026, dt.12/01/2026 (1102, 1625, 1270, 1637)
section-title: ପଶ୍ଚିମ ଓଡ଼ିଶା (1165, 25, 1392, 74)
ecor2-place: ସମ୍ବଲପୁର (1418, 2007, 1460, 2018)
logo-years-label: Years (70, 65, 105, 76)
photo-rdc-conference (10, 1443, 365, 1593)
black-registration-dot (718, 2291, 744, 2317)
leaf-icon (890, 1890, 1010, 1906)
ecor1-pr-number: PR-1004/Q/25-26 (1305, 1677, 1384, 1692)
bhj-work-table (383, 1408, 1078, 1441)
bhj-government: GOVERNMENT OF ODISHA (599, 1316, 808, 1333)
conference-banner-subject: General Election to PRIs & ULBs - 2027 (57, 1464, 225, 1474)
print-page-number: 15 (1451, 2262, 1462, 2272)
bhj-letter-no: Ltr. No. 114 (382, 1393, 436, 1404)
corr-th: Last Date & Time of seeking tender clarification (715, 1675, 841, 1713)
gmu1-signatory: Registrar (312, 1892, 356, 1904)
corr-th: Presently Modified (778, 1713, 841, 1740)
page-number: ୭ (1412, 4, 1464, 96)
panchayat-caption: ବୈଠକରେ ଯୋଗ ଦେଇଥିବା ଆର୍‌ଡିସିଂ ସହ ଅନ୍ୟ ଅଧିକାରୀମାନେ। (10, 1595, 279, 1607)
bhj-date: Date: 07.01.2026 (999, 1393, 1078, 1404)
ad-paradip-port (1096, 1310, 1292, 1645)
gmu1-date: Date 13.01.2026 (284, 1776, 356, 1788)
corr-td: Will be intimated later (1022, 1740, 1077, 1789)
ecor2-signatory: ବରିଷ୍ଠ ମଣ୍ଡଳ ବିଦ୍ୟୁତ୍ ଯନ୍ତ୍ରୀ (TRD), (1317, 1994, 1460, 2005)
bhj-th: Availability of Tender Online for Bidding (826, 1445, 1077, 1461)
corr-td: From 12.01.2026 at 11.00 A.M. to 27.01.2026 upto 05.00 P.M. (631, 1740, 715, 1789)
leaf-icon (450, 1890, 570, 1906)
bhj-th: Period of Completion (950, 1409, 1078, 1425)
ser-header: ଦ.ପୂ. ରେଳପଥ – ଟେଣ୍ଡର (1096, 1655, 1292, 1683)
elephants-illustration (902, 145, 1464, 317)
article-lead (10, 108, 890, 440)
career-line3: on every (1153, 1918, 1234, 1940)
nurses-ad-qualification: (DMLT) (1347, 611, 1409, 632)
brief-headline: ନକଲି ଘିଅ ପ୍ରସ୍ତୁତି, ପ୍ଲାଣ୍ଟ ସିଲ୍ (458, 9, 566, 90)
cyan-registration-dot (610, 2291, 636, 2317)
corr-td: 27.01.2026 upto 02.00 P.M. (778, 1740, 841, 1789)
ssb-headline: ଏନ୍‌ଏସ୍‌ସିବି ମହାବିଦ୍ୟାଳୟ ମନୋବିଜ୍ଞାନ ବିଭାଗ ଜାତୀୟ ସମ୍ମାନ (608, 447, 1221, 528)
ecor2-pr-number: PR-1002/Q/25-26 (1305, 2007, 1384, 2022)
anniversary-medal (44, 7, 130, 93)
corr-government: GOVERNMENT OF ODISHA (641, 1538, 850, 1555)
gmu2-signatory: Registrar (312, 2162, 356, 2174)
gmu2-university: Gangadhar Meher University, Amruta Vihar, Sambalpur, Odisha-768001 (24, 1954, 351, 1966)
gmu1-sd: Sd/- (337, 1878, 356, 1890)
seminar-banner-date: Date : 13th January 2026 (934, 556, 1025, 566)
logo-years: 52 (72, 37, 102, 68)
newspaper-logo (10, 4, 225, 96)
corr-td: Will be intimated later (963, 1740, 1022, 1789)
gmu2-invitation: Invitation of Expression of Interest (EoI) for Empanelment of Vendors for Supply of various items/services (21, 1971, 353, 1997)
edition-dateline: ଭୁବନେଶ୍ୱର, ବୁଧବାର, ୧୪ ଜାନୁଆରୀ, ୨୦୨୬ (246, 26, 414, 72)
elephant-headline: ୫୫ ନମ୍ବର ଜାତୀୟ ରାଜପଥରେ ହାତୀ (902, 107, 1313, 142)
black-registration-square (360, 2291, 374, 2317)
lead-body-col2: ସମୟରେ ବିପରୀତ ଦିଗରୁ ଆସୁଥିବା ବୋଲରୋ ସେମାନଙ୍କୁ ମୁହାଁମୁହିଁ ଧକ୍କା ହୋଇଥିଲା। ଫଳରେ ସେମାନେ ବାଇକ୍‌ରୁ ଛିଟିକି ପଡ଼ି ଗୁରୁତର ଆହତ ହୋଇଥିଲେ। ସ୍ଥାନୀୟ ଲୋକେ ସେମାନଙ୍କୁ ଉଦ୍ଧାର କରି ଜିଲା ମୁଖ୍ୟ ଚିକିତ୍ସାଳୟ ନେଇଥିଲେ। ସେଠାରେ ଡାକ୍ତର ସୁଦର୍ଶନ ଓ ପ୍ରଦୀପଙ୍କୁ ମୃତ ଘୋଷଣା କରିଥିଲେ। ଶାସନ ଥାନା ପୋଲିସ ବାଇକ ଓ ବୋଲେରୋକୁ (227, 295, 432, 414)
corr-line1: 2nd Corrigendum to Bid Identification No. Tender Online RCK-20/25 invited this office Letter No. 4008 Dt.27.11.2025. (383, 1633, 1078, 1649)
